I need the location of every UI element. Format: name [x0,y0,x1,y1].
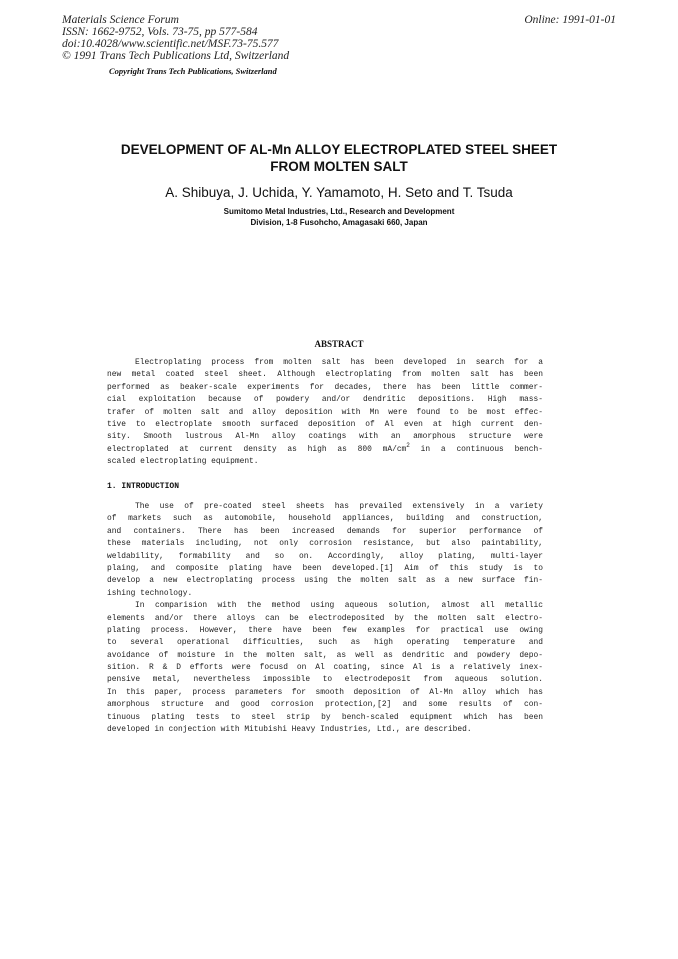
abstract-line-part: electroplated at current density as high as 800 mA/cm [107,444,407,454]
affiliation-line-2: Division, 1-8 Fusohcho, Amagasaki 660, Japan [250,218,428,227]
abstract-line: Electroplating process from molten salt has been developed in search for a [135,358,543,367]
introduction-heading: 1. INTRODUCTION [107,482,180,491]
intro-line: plating process. However, there have been few examples for practical use owing [107,625,543,635]
author-list: A. Shibuya, J. Uchida, Y. Yamamoto, H. Seto and T. Tsuda [165,185,513,200]
abstract-body [107,357,543,469]
intro-line: of markets such as automobile, household appliances, building and construction, [107,514,543,524]
abstract-line-part: in a continuous bench- [409,444,543,454]
online-date: Online: 1991-01-01 [524,14,616,26]
intro-line: weldability, formability and so on. Accordingly, alloy plating, multi-layer [107,551,543,561]
doi-line[interactable]: doi:10.4028/www.scientific.net/MSF.73-75.577 [62,38,279,50]
paper-title [60,141,618,175]
intro-line: plaing, and composite plating have been developed.[1] Aim of this study is to [107,563,543,573]
publisher-copyright-note: Copyright Trans Tech Publications, Switzerland [109,66,277,76]
intro-line: to several operational difficulties, such as high operating temperature and [107,638,543,648]
intro-line: In this paper, process parameters for smooth deposition of Al-Mn alloy which has [107,687,543,697]
journal-name: Materials Science Forum [62,14,179,26]
intro-line: pensive metal, nevertheless impossible to electrodeposit from aqueous solution. [107,675,543,685]
intro-line: In comparision with the method using aqueous solution, almost all metallic [135,601,543,611]
citation-header [62,14,289,62]
abstract-heading: ABSTRACT [314,339,364,349]
abstract-line: tive to electroplate smooth surfaced deposition of Al even at high current den- [107,419,543,429]
abstract-line: cial exploitation because of powdery and/or dendritic depositions. High mass- [107,395,543,405]
intro-line: avoidance of moisture in the molten salt, as well as dendritic and powdery depo- [107,650,543,660]
abstract-line: sity. Smooth lustrous Al-Mn alloy coatings with an amorphous structure were [107,432,543,442]
intro-line: develop a new electroplating process using the molten salt as a new surface fin- [107,576,543,586]
abstract-line: performed as beaker-scale experiments for decades, there has been little commer- [107,382,543,392]
title-line-1: DEVELOPMENT OF AL-Mn ALLOY ELECTROPLATED STEEL SHEET [120,142,558,157]
abstract-line: trafer of molten salt and alloy deposition with Mn were found to be most effec- [107,407,543,417]
intro-line: amorphous structure and good corrosion protection,[2] and some results of con- [107,700,543,710]
abstract-line: new metal coated steel sheet. Although electroplating from molten salt has been [107,370,543,380]
introduction-body [107,501,543,736]
intro-line: ishing technology. [107,588,193,598]
affiliation [60,206,618,228]
title-line-2: FROM MOLTEN SALT [270,159,408,174]
intro-line: these materials including, not only corrosion resistance, but also paintability, [107,539,543,549]
intro-line: sition. R & D efforts were focusd on Al coating, since Al is a relatively inex- [107,663,543,673]
intro-line: developed in conjection with Mitubishi Heavy Industries, Ltd., are described. [107,725,472,735]
abstract-line: scaled electroplating equipment. [107,457,259,467]
intro-line: and containers. There has been increased demands for superior performance of [107,526,543,536]
superscript-exponent: 2 [406,441,410,449]
issn-line: ISSN: 1662-9752, Vols. 73-75, pp 577-584 [62,26,258,38]
affiliation-line-1: Sumitomo Metal Industries, Ltd., Research and Development [223,207,455,216]
abstract-line-with-units [107,441,543,456]
copyright-line: © 1991 Trans Tech Publications Ltd, Switzerland [62,50,290,62]
intro-line: tinuous plating tests to steel strip by bench-scaled equipment which has been [107,712,543,722]
intro-line: The use of pre-coated steel sheets has prevailed extensively in a variety [135,502,543,511]
intro-line: elements and/or there alloys can be electrodeposited by the molten salt electro- [107,613,543,623]
